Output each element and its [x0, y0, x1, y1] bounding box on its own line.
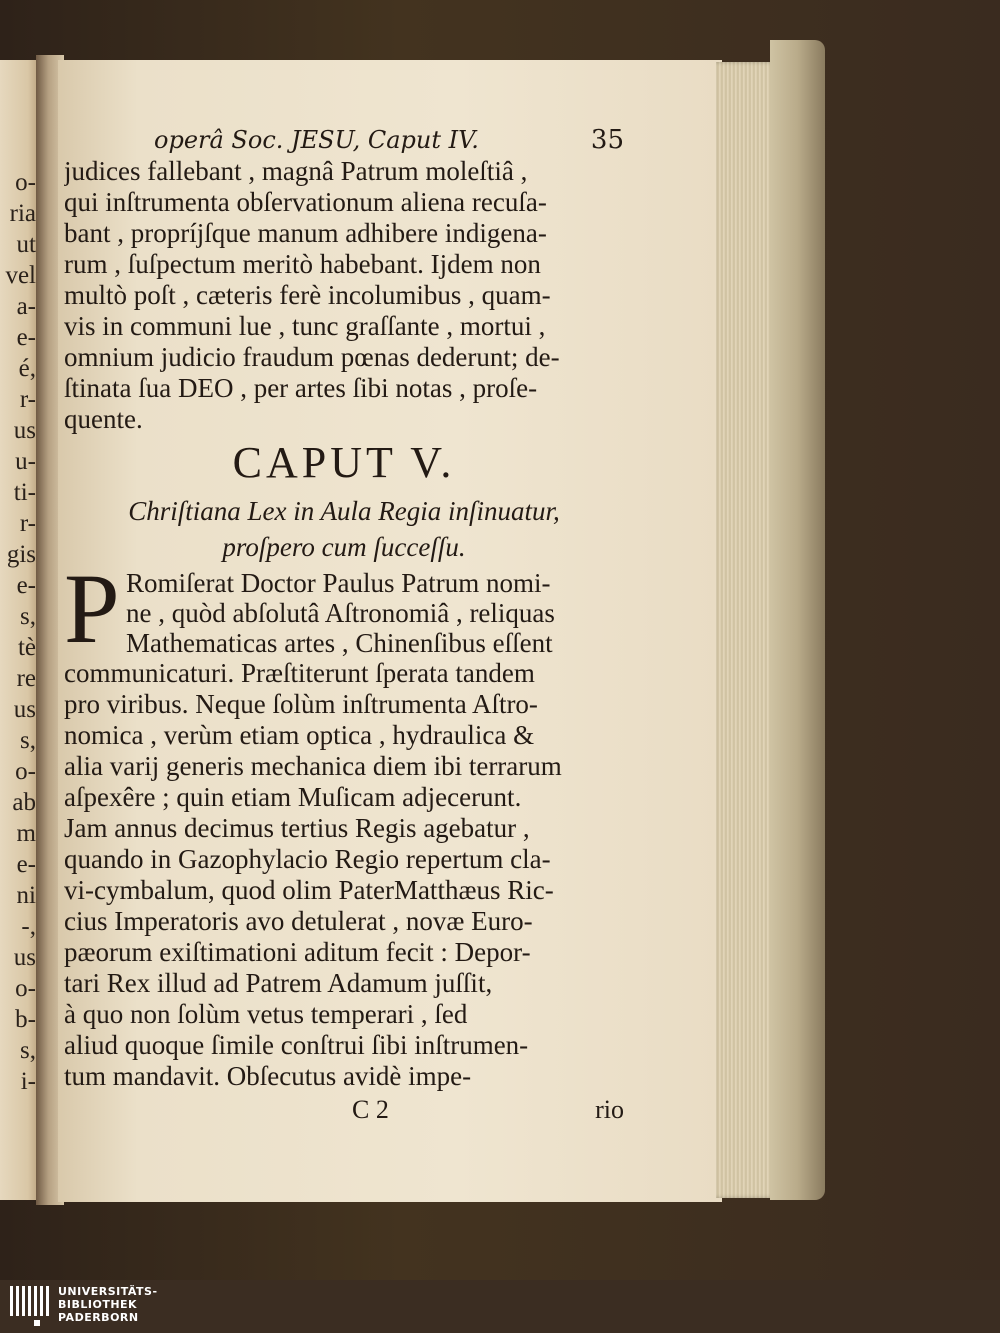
library-name-line: PADERBORN [58, 1311, 139, 1324]
left-page-fragment [0, 60, 40, 1200]
left-page-text: ni [16, 882, 36, 909]
left-page-text: i- [20, 1068, 36, 1095]
running-head [154, 120, 624, 160]
left-page-text: us [13, 417, 36, 444]
left-page-text: s, [20, 1037, 36, 1064]
drop-cap: P [64, 553, 120, 664]
page-number: 35 [590, 125, 624, 155]
library-name-line: UNIVERSITÄTS- [58, 1285, 158, 1298]
left-page-text: m [16, 820, 36, 847]
left-page-text: us [13, 944, 36, 971]
text-line: qui inſtrumenta obſervationum aliena recuſa- [64, 187, 547, 217]
text-line: pæorum exiſtimationi aditum fecit : Depor- [64, 937, 531, 967]
left-page-text: e- [16, 324, 36, 351]
text-line: Jam annus decimus tertius Regis agebatur , [64, 813, 530, 843]
text-line: judices fallebant , magnâ Patrum moleſtiâ , [64, 156, 528, 186]
left-page-text: o- [15, 169, 36, 196]
text-line: à quo non ſolùm vetus temperari , ſed [64, 999, 468, 1029]
text-line: Mathematicas artes , Chinenſibus eſſent [126, 628, 553, 658]
left-page-text: u- [15, 448, 36, 475]
left-page-text: gis [6, 541, 36, 568]
left-page-text: s, [20, 727, 36, 754]
text-line: cius Imperatoris avo detulerat , novæ Euro- [64, 906, 533, 936]
left-page-text: us [13, 696, 36, 723]
chapter-summary-line: Chriſtiana Lex in Aula Regia inſinuatur, [128, 496, 560, 526]
left-page-text: vel [5, 262, 36, 289]
text-line: vi-cymbalum, quod olim PaterMatthæus Ric- [64, 875, 554, 905]
catchword: rio [595, 1095, 624, 1124]
text-line: omnium judicio fraudum pœnas dederunt; de- [64, 342, 560, 372]
text-line: pro viribus. Neque ſolùm inſtrumenta Aſtro- [64, 689, 538, 719]
text-line: nomica , verùm etiam optica , hydraulica & [64, 720, 535, 750]
chapter-summary-line: proſpero cum ſucceſſu. [222, 532, 466, 562]
left-page-text: o- [15, 758, 36, 785]
left-page-text: ti- [13, 479, 36, 506]
text-line: tari Rex illud ad Patrem Adamum juſſit, [64, 968, 493, 998]
left-page-text: r- [19, 510, 36, 537]
left-page-text: e- [16, 572, 36, 599]
text-line: Romiſerat Doctor Paulus Patrum nomi- [126, 568, 551, 598]
text-line: ne , quòd abſolutâ Aſtronomiâ , reliquas [126, 598, 555, 628]
book-cover-edge [770, 40, 825, 1200]
text-line: vis in communi lue , tunc graſſante , mortui , [64, 311, 546, 341]
text-line: quando in Gazophylacio Regio repertum cla- [64, 844, 551, 874]
left-page-text: -, [21, 913, 36, 940]
left-page-text: ab [12, 789, 36, 816]
text-line: tum mandavit. Obſecutus avidè impe- [64, 1061, 472, 1091]
signature-mark: C 2 [352, 1095, 389, 1124]
chapter-title: CAPUT V. [232, 438, 456, 487]
text-line: bant , propríjſque manum adhibere indigena- [64, 218, 547, 248]
text-line: alia varij generis mechanica diem ibi terrarum [64, 751, 562, 781]
text-line: multò poſt , cæteris ferè incolumibus , quam- [64, 280, 551, 310]
left-page-text: b- [15, 1006, 36, 1033]
text-line: quente. [64, 404, 143, 434]
left-page-text: é, [18, 355, 36, 382]
left-page-text: tè [17, 634, 36, 661]
library-logo-icon [10, 1286, 52, 1326]
left-page-text: ria [9, 200, 36, 227]
text-line: aſpexêre ; quin etiam Muſicam adjecerunt. [64, 782, 522, 812]
text-line: ſtinata ſua DEO , per artes ſibi notas , proſe- [64, 373, 538, 403]
left-page-text: a- [16, 293, 36, 320]
running-head-title: operâ Soc. JESU, Caput IV. [154, 126, 479, 154]
footer-bar [0, 1280, 1000, 1333]
text-line: aliud quoque ſimile conſtrui ſibi inſtrumen- [64, 1030, 529, 1060]
left-page-text: re [16, 665, 36, 692]
library-name-line: BIBLIOTHEK [58, 1298, 138, 1311]
left-page-text: r- [19, 386, 36, 413]
library-name [58, 1285, 158, 1324]
left-page-text: o- [15, 975, 36, 1002]
left-page-text: s, [20, 603, 36, 630]
text-line: communicaturi. Præſtiterunt ſperata tandem [64, 658, 535, 688]
left-page-text: e- [16, 851, 36, 878]
signature-line [64, 1094, 624, 1126]
left-page-text: ut [16, 231, 36, 258]
text-line: rum , ſuſpectum meritò habebant. Ijdem non [64, 249, 541, 279]
